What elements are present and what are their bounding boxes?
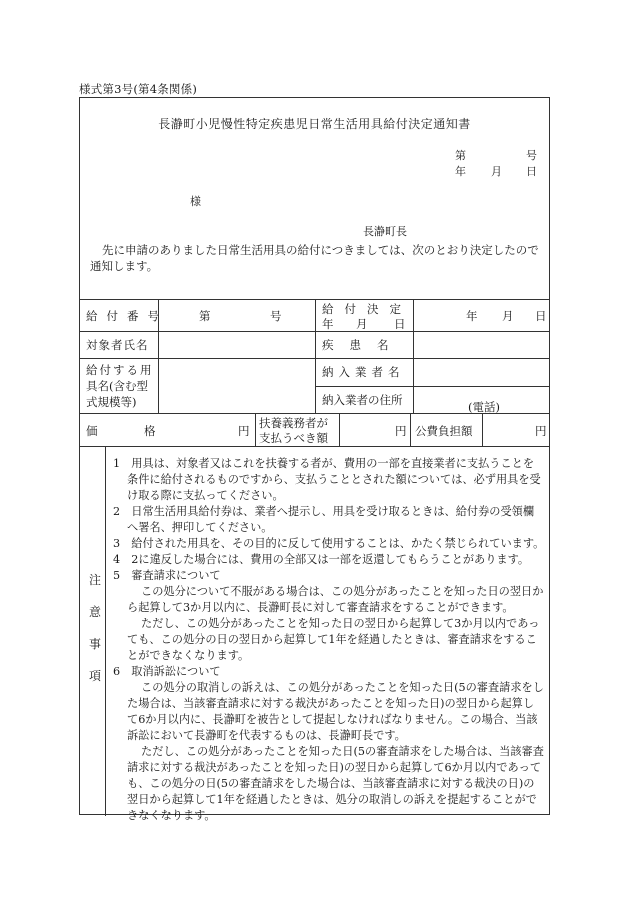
public-label: 公費負担額 <box>415 424 473 438</box>
col-divider <box>410 413 411 446</box>
payer-yen: 円 <box>395 424 407 438</box>
price-label-start: 価 <box>86 424 98 438</box>
price-label-end: 格 <box>144 424 156 438</box>
note-item: 1 用具は、対象者又はこれを扶養する者が、費用の一部を直接業者に支払うことを条件に給付されるものですから、支払うこととされた額については、必ず用具を受け取る際に支払ってください。 <box>113 457 541 502</box>
col-divider <box>105 446 106 816</box>
issuer-name: 長瀞町長 <box>363 225 407 238</box>
addressee-suffix: 様 <box>190 195 201 208</box>
notice-form <box>79 97 550 822</box>
notice-body: 先に申請のありました日常生活用具の給付につきましては、次のとおり決定したので通知します。 <box>90 243 539 273</box>
suit-paragraph: ただし、この処分があったことを知った日(5の審査請求をした場合は、当該審査請求に対する裁決があったことを知った日)の翌日から起算して6か月以内であっても、この処分の日(5の審査請求をした場合は、当該審査請求に対する裁決の日)の翌日から起算して1年を経過したときは、処分の取消しの訴えを提起することができなくなります。 <box>127 745 544 822</box>
col-divider <box>339 413 340 446</box>
col-divider <box>255 413 256 446</box>
note-item: 6 取消訴訟について <box>113 665 221 678</box>
date-month: 月 <box>502 309 514 323</box>
item-label-line3: 式規模等) <box>86 395 137 409</box>
grant-number-suffix: 号 <box>270 309 282 323</box>
form-number: 様式第3号(第4条関係) <box>79 82 198 96</box>
price-yen: 円 <box>238 424 250 438</box>
doc-date-year: 年 <box>455 165 466 178</box>
phone-label: (電話) <box>468 400 500 414</box>
payer-label-line1: 扶養義務者が <box>259 416 328 430</box>
doc-date-month: 月 <box>491 165 502 178</box>
notes-side-char: 項 <box>89 669 102 683</box>
payer-label-line2: 支払うべき額 <box>259 431 328 445</box>
item-label-line1: 給付する用 <box>86 363 154 377</box>
decision-date-label: 給付決定 <box>322 302 412 316</box>
suit-paragraph: この処分の取消しの訴えは、この処分があったことを知った日(5の審査請求をした場合は、当該審査請求に対する裁決があったことを知った日)の翌日から起算して6か月以内に、長瀞町を被告として提起しなければなりません。この場合、当該訴訟において長瀞町を代表するものは、長瀞町長です。 <box>127 681 544 742</box>
review-paragraph: ただし、この処分があったことを知った日の翌日から起算して3か月以内であっても、この処分の日の翌日から起算して1年を経過したときは、審査請求をすることができなくなります。 <box>127 617 540 662</box>
note-item: 5 審査請求について <box>113 569 221 582</box>
doc-date-day: 日 <box>526 165 537 178</box>
col-divider <box>413 299 414 413</box>
date-year: 年 <box>466 309 478 323</box>
notes-side-char: 意 <box>89 605 102 619</box>
item-label-line2: 具名(含む型 <box>86 379 148 393</box>
disease-label: 疾患名 <box>322 338 405 352</box>
decision-month-label: 月 <box>356 317 368 331</box>
public-yen: 円 <box>535 424 547 438</box>
notes-section <box>113 456 545 824</box>
note-item: 2 日常生活用具給付券は、業者へ提示し、用具を受け取るときは、給付券の受領欄へ署名、押印してください。 <box>113 505 535 534</box>
notes-side-char: 事 <box>89 637 102 651</box>
subject-name-label: 対象者氏名 <box>86 338 149 352</box>
decision-day-label: 日 <box>394 317 406 331</box>
grant-number-prefix: 第 <box>199 309 211 323</box>
grant-number-label: 給付番号 <box>86 309 168 323</box>
date-day: 日 <box>535 309 547 323</box>
review-paragraph: この処分について不服がある場合は、この処分があったことを知った日の翌日から起算して3か月以内に、長瀞町長に対して審査請求をすることができます。 <box>127 585 544 614</box>
note-item: 4 2に違反した場合には、費用の全部又は一部を返還してもらうことがあります。 <box>113 553 530 566</box>
notes-side-char: 注 <box>89 573 102 587</box>
col-divider <box>482 413 483 446</box>
doc-number-suffix: 号 <box>526 149 537 162</box>
document-title: 長瀞町小児慢性特定疾患児日常生活用具給付決定通知書 <box>158 117 471 131</box>
vendor-address-label: 納入業者の住所 <box>322 393 403 407</box>
row-divider <box>80 446 549 447</box>
note-item: 3 給付された用具を、その目的に反して使用することは、かたく禁じられています。 <box>113 537 545 550</box>
col-divider <box>315 299 316 413</box>
row-divider-partial <box>315 386 549 387</box>
vendor-name-label: 納入業者名 <box>322 365 405 379</box>
doc-number-prefix: 第 <box>455 149 466 162</box>
decision-year-label: 年 <box>322 317 334 331</box>
